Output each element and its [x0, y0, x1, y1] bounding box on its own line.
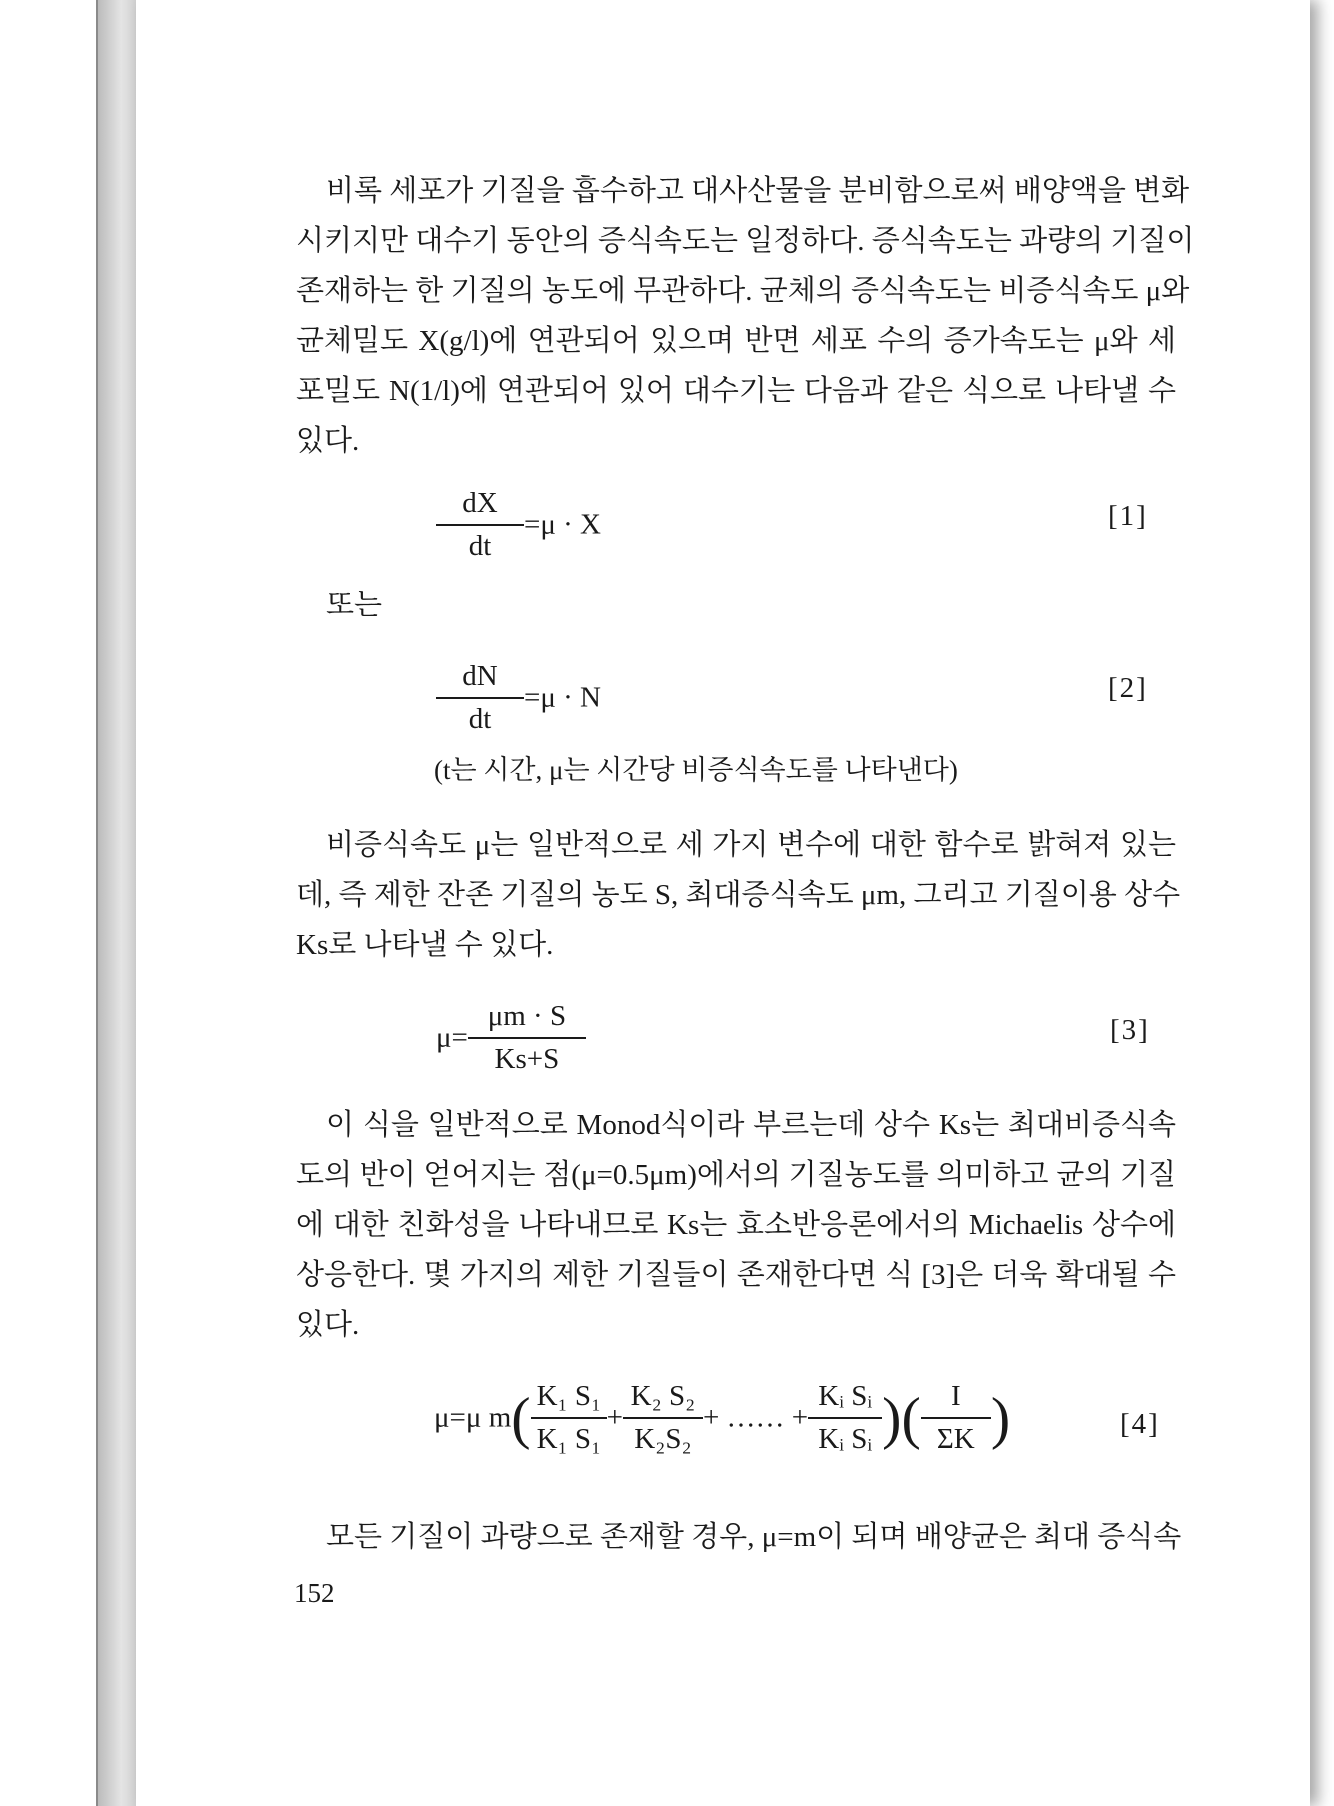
- eq1-rhs: =μ · X: [524, 508, 602, 541]
- note: (t는 시간, μ는 시간당 비증식속도를 나타낸다): [434, 755, 958, 785]
- p3-line-3: 에 대한 친화성을 나타내므로 Ks는 효소반응론에서의 Michaelis 상수에: [296, 1209, 1176, 1241]
- equation-1: [436, 487, 601, 563]
- eq4-right-den: ΣK: [936, 1423, 975, 1455]
- p3-line-2: 도의 반이 얻어지는 점(μ=0.5μm)에서의 기질농도를 의미하고 균의 기질: [296, 1159, 1176, 1191]
- p1-line-2: 시키지만 대수기 동안의 증식속도는 일정하다. 증식속도는 과량의 기질이: [296, 225, 1195, 257]
- p2-line-1: 비증식속도 μ는 일반적으로 세 가지 변수에 대한 함수로 밝혀져 있는: [326, 829, 1176, 861]
- paragraph-4: [296, 1512, 1182, 1562]
- eq4-termi-den: Kᵢ Sᵢ: [818, 1423, 873, 1455]
- eq4-term1-den: K₁ S₁: [536, 1423, 602, 1455]
- eq3-label: [3]: [1110, 1014, 1150, 1046]
- eq4-termi-num: Kᵢ Sᵢ: [818, 1380, 873, 1412]
- eq2-numerator: dN: [462, 660, 498, 692]
- p1-line-5: 포밀도 N(1/l)에 연관되어 있어 대수기는 다음과 같은 식으로 나타낼 수: [296, 375, 1176, 407]
- eq4-term2-num: K₂ S₂: [630, 1380, 696, 1412]
- equation-4: μ=μ m( $\frac{\text{K₁ S₁}}{\text{K₁ S₁}}$ + $\frac{\text{K₂ S₂}}{\text{K₂S₂}}$ + …… + $\frac{\text{Kᵢ Sᵢ}}{\text{Kᵢ Sᵢ}}$ )( $\frac{I}{\Sigma K}$ ): [434, 1380, 1011, 1455]
- p1-line-1: 비록 세포가 기질을 흡수하고 대사산물을 분비함으로써 배양액을 변화: [326, 175, 1190, 207]
- paragraph-2: [296, 820, 1181, 970]
- p1-line-6: 있다.: [296, 425, 360, 457]
- paragraph-3: [296, 1100, 1176, 1350]
- eq3-denominator: Ks+S: [494, 1043, 560, 1075]
- p3-line-1: 이 식을 일반적으로 Monod식이라 부르는데 상수 Ks는 최대비증식속: [326, 1109, 1176, 1141]
- eq1-label: [1]: [1108, 500, 1148, 532]
- eq1-denominator: dt: [468, 530, 492, 562]
- book-page: [136, 0, 1310, 1806]
- eq3-lhs: μ=: [436, 1021, 468, 1054]
- p1-line-3: 존재하는 한 기질의 농도에 무관하다. 균체의 증식속도는 비증식속도 μ와: [296, 275, 1190, 307]
- eq2-rhs: =μ · N: [524, 681, 602, 714]
- p3-line-4: 상응한다. 몇 가지의 제한 기질들이 존재한다면 식 [3]은 더욱 확대될 수: [296, 1259, 1176, 1291]
- or-text: 또는: [326, 589, 383, 621]
- p2-line-3: Ks로 나타낼 수 있다.: [296, 929, 554, 961]
- eq4-label: [4]: [1120, 1408, 1160, 1440]
- eq4-dots: + …… +: [702, 1401, 809, 1434]
- eq4-lhs: μ=μ m: [434, 1401, 512, 1434]
- page-number: 152: [294, 1578, 335, 1608]
- book-spine-edge: [96, 0, 98, 1806]
- eq2-denominator: dt: [468, 703, 492, 735]
- paragraph-1: [296, 166, 1195, 466]
- eq1-numerator: dX: [462, 487, 498, 519]
- p2-line-2: 데, 즉 제한 잔존 기질의 농도 S, 최대증식속도 μm, 그리고 기질이용 상수: [296, 879, 1181, 911]
- eq4-term1-num: K₁ S₁: [536, 1380, 602, 1412]
- p4-line-1: 모든 기질이 과량으로 존재할 경우, μ=m이 되며 배양균은 최대 증식속: [326, 1521, 1182, 1553]
- eq2-label: [2]: [1108, 672, 1148, 704]
- eq4-term2-den: K₂S₂: [634, 1423, 692, 1455]
- eq3-numerator: μm · S: [487, 1000, 567, 1032]
- equation-2: [436, 660, 601, 736]
- equation-3: [436, 1000, 586, 1076]
- eq4-right-num: I: [950, 1380, 961, 1412]
- p1-line-4: 균체밀도 X(g/l)에 연관되어 있으며 반면 세포 수의 증가속도는 μ와 세: [296, 325, 1176, 357]
- p3-line-5: 있다.: [296, 1309, 360, 1341]
- book-spine: [96, 0, 138, 1806]
